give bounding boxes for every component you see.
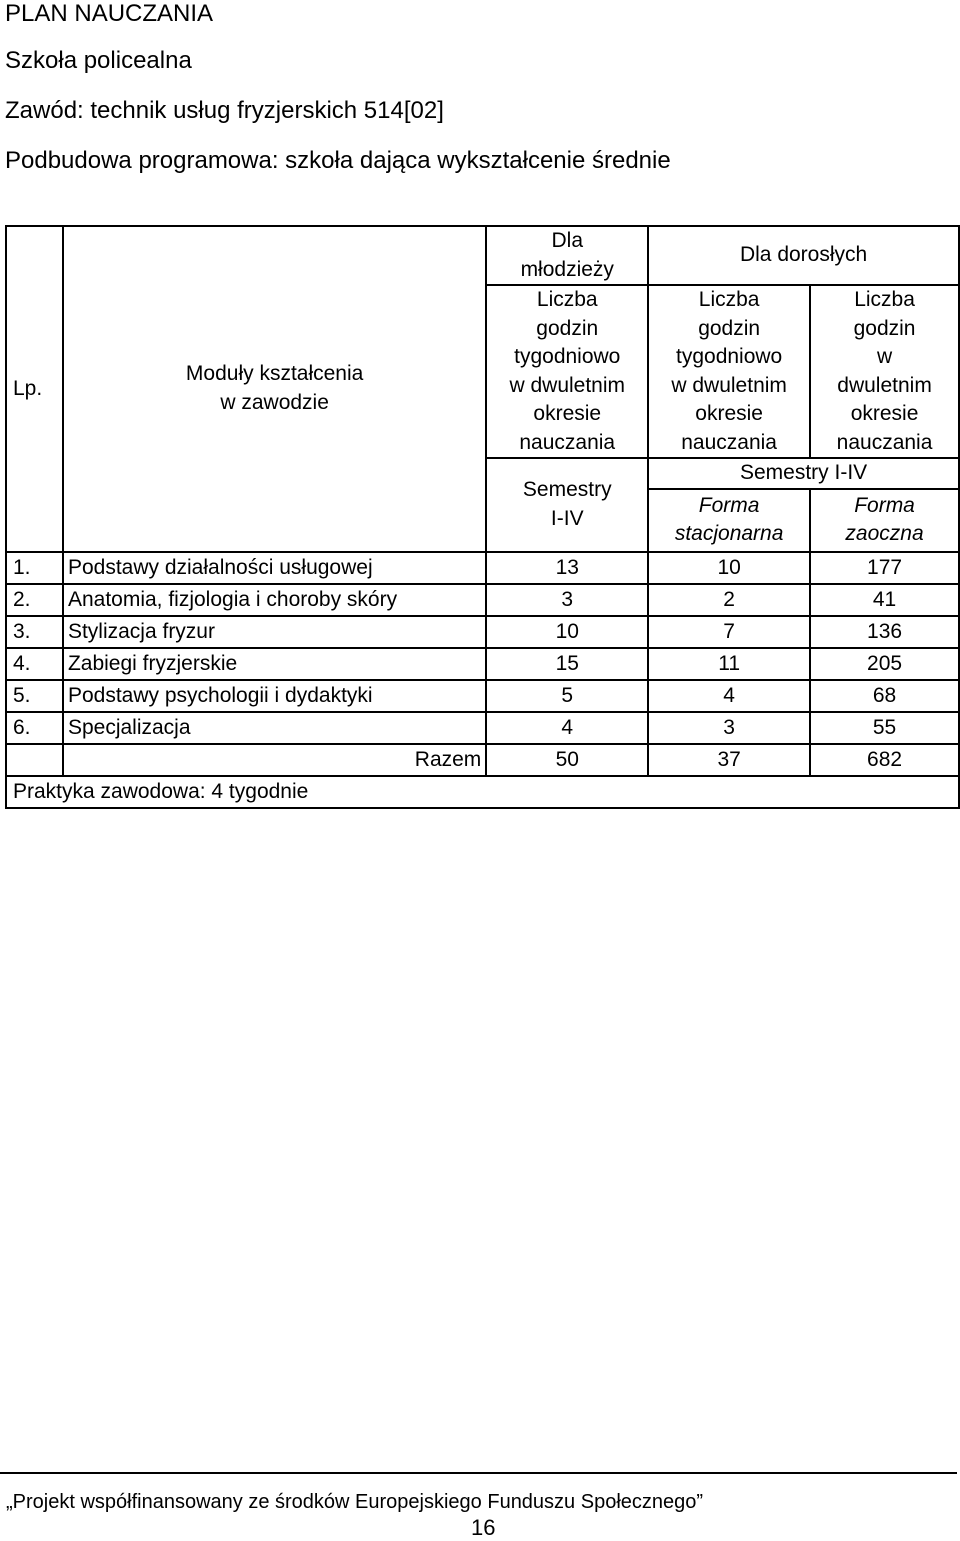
row-lp: 2. [6, 584, 63, 616]
row-lp: 3. [6, 616, 63, 648]
table-row [6, 712, 959, 744]
footer-divider [0, 1472, 957, 1474]
table-row [6, 552, 959, 584]
row-extramural-hours: 41 [810, 584, 959, 616]
practice-note: Praktyka zawodowa: 4 tygodnie [6, 776, 959, 808]
row-module: Specjalizacja [63, 712, 486, 744]
header-modules: Moduły kształcenia w zawodzie [63, 226, 486, 552]
row-youth-hours: 4 [486, 712, 648, 744]
header-adults-weekly-hours: Liczba godzin tygodniowo w dwuletnim okresie nauczania [648, 285, 810, 458]
row-stationary-hours: 10 [648, 552, 810, 584]
row-youth-hours: 5 [486, 680, 648, 712]
total-youth: 50 [486, 744, 648, 776]
row-youth-hours: 13 [486, 552, 648, 584]
header-youth-weekly-hours: Liczba godzin tygodniowo w dwuletnim okresie nauczania [486, 285, 648, 458]
row-stationary-hours: 7 [648, 616, 810, 648]
total-row [6, 744, 959, 776]
row-extramural-hours: 205 [810, 648, 959, 680]
total-label: Razem [63, 744, 486, 776]
row-module: Podstawy działalności usługowej [63, 552, 486, 584]
header-adults-semesters: Semestry I-IV [648, 458, 959, 489]
footer-text: „Projekt współfinansowany ze środków Europejskiego Funduszu Społecznego” [6, 1491, 704, 1513]
header-youth: Dla młodzieży [486, 226, 648, 285]
row-stationary-hours: 4 [648, 680, 810, 712]
header-form-stationary: Forma stacjonarna [648, 489, 810, 552]
row-youth-hours: 15 [486, 648, 648, 680]
document-title: PLAN NAUCZANIA [5, 0, 214, 27]
profession-line: Zawód: technik usług fryzjerskich 514[02] [5, 97, 444, 124]
curriculum-table [5, 225, 960, 809]
total-extramural: 682 [810, 744, 959, 776]
table-row [6, 680, 959, 712]
table-row [6, 616, 959, 648]
row-extramural-hours: 55 [810, 712, 959, 744]
row-extramural-hours: 68 [810, 680, 959, 712]
row-module: Zabiegi fryzjerskie [63, 648, 486, 680]
school-type: Szkoła policealna [5, 47, 192, 74]
header-youth-semesters: Semestry I-IV [486, 458, 648, 552]
program-basis-line: Podbudowa programowa: szkoła dająca wykształcenie średnie [5, 147, 671, 174]
practice-row [6, 776, 959, 808]
header-lp: Lp. [6, 226, 63, 552]
row-extramural-hours: 136 [810, 616, 959, 648]
row-lp: 5. [6, 680, 63, 712]
row-lp: 1. [6, 552, 63, 584]
row-extramural-hours: 177 [810, 552, 959, 584]
row-lp: 6. [6, 712, 63, 744]
table-row [6, 584, 959, 616]
total-stationary: 37 [648, 744, 810, 776]
row-module: Anatomia, fizjologia i choroby skóry [63, 584, 486, 616]
page-number: 16 [471, 1515, 496, 1540]
header-adults-total-hours: Liczba godzin w dwuletnim okresie nauczania [810, 285, 959, 458]
row-stationary-hours: 11 [648, 648, 810, 680]
row-lp: 4. [6, 648, 63, 680]
table-row [6, 648, 959, 680]
row-module: Stylizacja fryzur [63, 616, 486, 648]
row-youth-hours: 3 [486, 584, 648, 616]
row-stationary-hours: 2 [648, 584, 810, 616]
header-adults: Dla dorosłych [648, 226, 959, 285]
row-module: Podstawy psychologii i dydaktyki [63, 680, 486, 712]
row-stationary-hours: 3 [648, 712, 810, 744]
header-form-extramural: Forma zaoczna [810, 489, 959, 552]
row-youth-hours: 10 [486, 616, 648, 648]
